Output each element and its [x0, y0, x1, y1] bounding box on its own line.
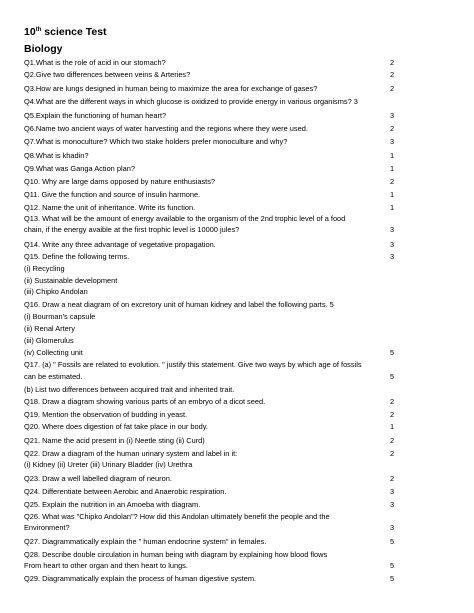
question-line: chain, if the energy avaible at the first trophic level is 10000 jules? [24, 225, 240, 234]
marks-value: 2 [390, 474, 395, 483]
question-line: can be estimated. [24, 372, 83, 381]
question-line: Q3.How are lungs designed in human being to maximize the area for exchange of gases? [24, 84, 318, 93]
question-line: (iii) Glomerulus [24, 336, 74, 345]
marks-value: 2 [390, 410, 395, 419]
question-line: (ii) Renal Artery [24, 324, 75, 333]
question-line: Q12. Name the unit of inheritance. Write its function. [24, 203, 196, 212]
marks-value: 5 [390, 372, 395, 381]
test-title-grade: 10 [24, 26, 36, 38]
question-line: Q27. Diagrammatically explain the " human endocrine system" in females. [24, 537, 267, 546]
marks-value: 3 [390, 240, 395, 249]
marks-value: 1 [390, 422, 395, 431]
marks-value: 3 [390, 487, 395, 496]
question-line: Q23. Draw a well labelled diagram of neuron. [24, 474, 172, 483]
question-line: Q1.What is the role of acid in our stomach? [24, 58, 166, 67]
question-line: Q6.Name two ancient ways of water harvesting and the regions where they were used. [24, 124, 308, 133]
question-line: (iii) Chipko Andolan [24, 287, 88, 296]
question-line: (i) Recycling [24, 264, 65, 273]
marks-value: 3 [390, 137, 395, 146]
test-title [24, 26, 107, 38]
marks-value: 2 [390, 397, 395, 406]
question-line: Q24. Differentiate between Aerobic and Anaerobic respiration. [24, 487, 227, 496]
question-line: Environment? [24, 523, 70, 532]
marks-value: 2 [390, 177, 395, 186]
question-line: Q17. (a) " Fossils are related to evolution. " justify this statement. Give two ways by which age of fossils [24, 360, 362, 369]
question-line: Q4.What are the different ways in which glucose is oxidized to provide energy in various organisms? 3 [24, 97, 358, 106]
question-line: Q26. What was "Chipko Andolan"? How did this Andolan ultimately benefit the people and the [24, 512, 330, 521]
marks-value: 3 [390, 523, 395, 532]
marks-value: 5 [390, 574, 395, 583]
marks-value: 3 [390, 500, 395, 509]
marks-value: 1 [390, 190, 395, 199]
test-title-rest: science Test [41, 26, 107, 38]
question-line: Q21. Name the acid present in (i) Neetle sting (ii) Curd) [24, 436, 205, 445]
question-line: From heart to other organ and then heart to lungs. [24, 561, 188, 570]
question-line: Q8.What is khadin? [24, 151, 89, 160]
question-line: Q14. Write any three advantage of vegetative propagation. [24, 240, 216, 249]
marks-value: 2 [390, 58, 395, 67]
question-line: (i) Kidney (ii) Ureter (iii) Urinary Bladder (iv) Urethra [24, 460, 193, 469]
marks-value: 2 [390, 436, 395, 445]
question-line: Q25. Explain the nutrition in an Amoeba with diagram. [24, 500, 201, 509]
test-title-sup: th [35, 27, 42, 33]
question-line: Q5.Explain the functioning of human heart? [24, 111, 167, 120]
question-line: (ii) Sustainable development [24, 276, 118, 285]
question-line: Q13. What will be the amount of energy available to the organism of the 2nd trophic level of a food [24, 214, 346, 223]
question-line: Q11. Give the function and source of insulin harmone. [24, 190, 201, 199]
marks-value: 5 [390, 348, 395, 357]
marks-value: 1 [390, 203, 395, 212]
subject-heading: Biology [24, 43, 63, 55]
question-line: Q16. Draw a neat diagram of on excretory unit of human kidney and label the following parts. 5 [24, 300, 334, 309]
question-line: Q15. Define the following terms. [24, 252, 130, 261]
question-line: Q22. Draw a diagram of the human urinary system and label in it: [24, 449, 238, 458]
marks-value: 1 [390, 164, 395, 173]
question-line: (iv) Collecting unit [24, 348, 83, 357]
question-line: Q29. Diagrammatically explain the process of human digestive system. [24, 574, 257, 583]
question-line: Q18. Draw a diagram showing various parts of an embryo of a dicot seed. [24, 397, 266, 406]
marks-value: 2 [390, 70, 395, 79]
question-line: (b) List two differences between acquired trait and inherited trait. [24, 385, 235, 394]
question-line: Q2.Give two differences between veins & Arteries? [24, 70, 191, 79]
question-line: Q28. Describe double circulation in human being with diagram by explaining how blood flows [24, 550, 328, 559]
marks-value: 3 [390, 252, 395, 261]
question-line: Q20. Where does digestion of fat take place in our body. [24, 422, 208, 431]
marks-value: 1 [390, 151, 395, 160]
question-line: Q9.What was Ganga Action plan? [24, 164, 135, 173]
question-line: Q10. Why are large dams opposed by nature enthusiasts? [24, 177, 216, 186]
marks-value: 3 [390, 111, 395, 120]
marks-value: 3 [390, 225, 395, 234]
question-line: Q19. Mention the observation of budding in yeast. [24, 410, 188, 419]
question-line: Q7.What is monoculture? Which two stake holders prefer monoculture and why? [24, 137, 288, 146]
question-line: (i) Bourman's capsule [24, 312, 96, 321]
marks-value: 5 [390, 561, 395, 570]
marks-value: 5 [390, 537, 395, 546]
marks-value: 2 [390, 449, 395, 458]
marks-value: 2 [390, 84, 395, 93]
marks-value: 2 [390, 124, 395, 133]
